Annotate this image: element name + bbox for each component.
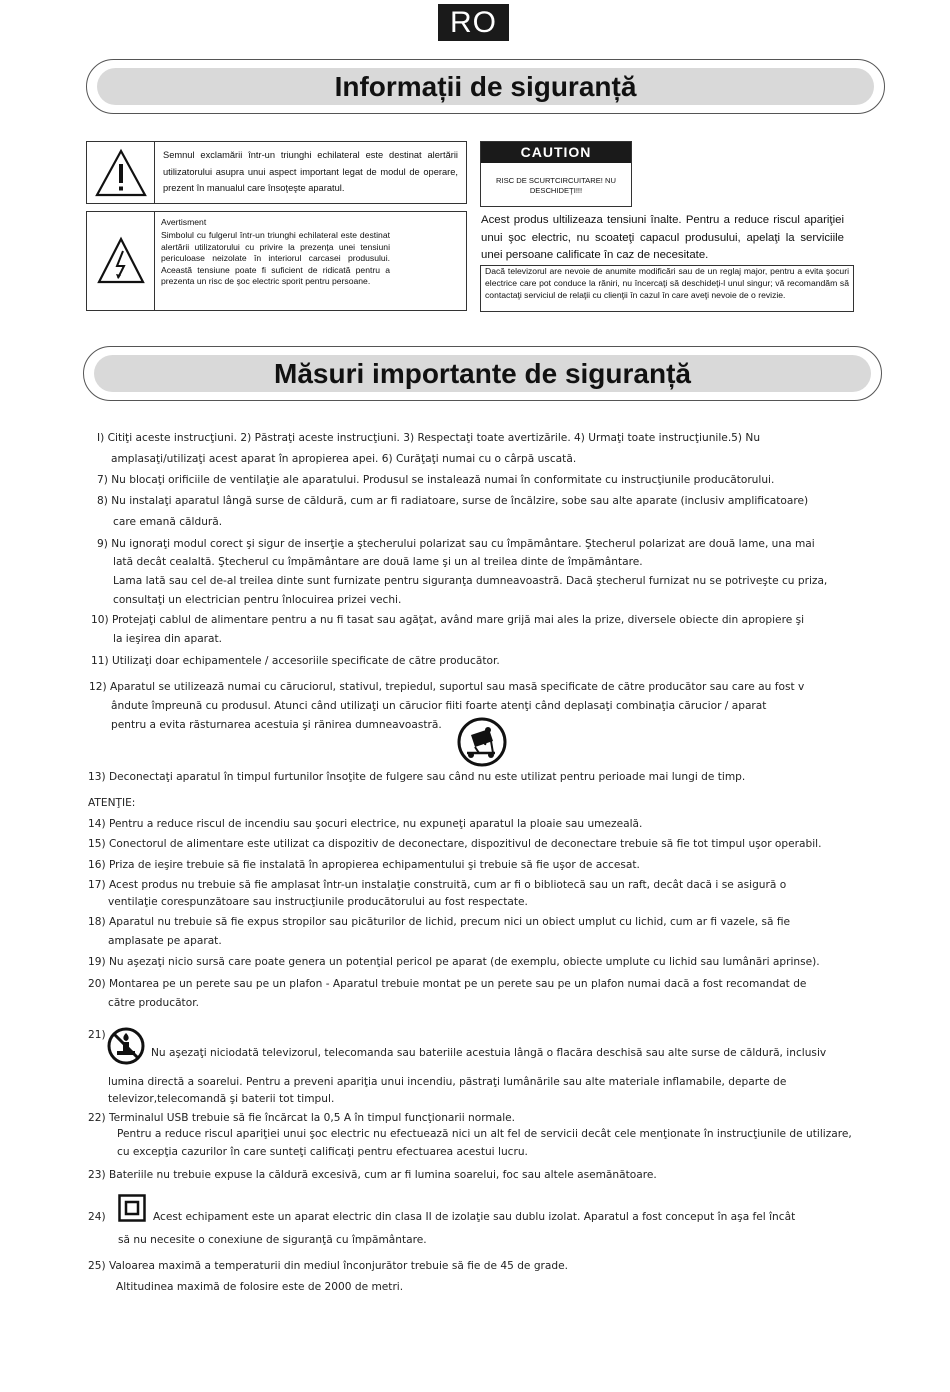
attention-heading: ATENŢIE: <box>88 797 136 809</box>
instruction-line: 22) Terminalul USB trebuie să fie încărcat la 0,5 A în timpul funcţionarii normale. <box>88 1112 516 1124</box>
cart-tip-over-icon <box>455 717 509 772</box>
instruction-number: 21) <box>88 1029 106 1041</box>
instruction-line: cu excepţia cazurilor în care sunteţi calificaţi pentru efectuarea acestui lucru. <box>117 1146 528 1158</box>
exclamation-triangle-icon <box>94 148 148 198</box>
instruction-line: lumina directă a soarelui. Pentru a preveni apariţia unui incendiu, păstraţi lumânările sau alte materiale inflamabile, departe de <box>108 1076 787 1088</box>
exclamation-description: Semnul exclamării într-un triunghi echilateral este destinat alertării utilizatorului asupra unui aspect important legat de modul de operare, prezent în manualul care însoţeşte aparatul. <box>163 150 458 193</box>
no-open-flame-icon <box>106 1027 146 1070</box>
instruction-line: 9) Nu ignoraţi modul corect şi sigur de inserţie a ştecherului polarizat sau cu împământare. Ştecherul polarizat are două lame, una mai <box>97 538 815 550</box>
instruction-line: 8) Nu instalaţi aparatul lângă surse de căldură, cum ar fi radiatoare, surse de încălzire, sobe sau alte aparate (inclusiv amplificatoare) <box>97 495 809 507</box>
high-voltage-paragraph: Acest produs ultilizeaza tensiuni înalte. Pentru a reduce riscul apariţiei unui şoc electric, nu scoateţi capacul produsului, apelaţi la serviciile unei persoane calificate în caz de necesitate. <box>481 214 844 261</box>
instruction-line: 18) Aparatul nu trebuie să fie expus stropilor sau picăturilor de lichid, precum nici un obiect umplut cu lichid, cum ar fi vazele, să fie <box>88 916 791 928</box>
instruction-line: ventilaţie corespunzătoare sau instrucţiunile producătorului au fost respectate. <box>108 896 528 908</box>
instruction-line: televizor,telecomandă şi baterii tot timpul. <box>108 1093 335 1105</box>
instruction-line: care emană căldură. <box>113 516 223 528</box>
instruction-line: 14) Pentru a reduce riscul de incendiu sau şocuri electrice, nu expuneţi aparatul la ploaie sau umezeală. <box>88 818 643 830</box>
instruction-line: Pentru a reduce riscul apariţiei unui şoc electric nu efectuează nici un alt fel de servicii decât cele menţionate în instrucţiunile de utilizare, <box>117 1128 852 1140</box>
lightning-description: Simbolul cu fulgerul într-un triunghi echilateral este destinat alertării utilizatorului cu privire la prezența unei tensiuni periculoase neizolate în interiorul carcasei produsului. Această tensiune poate fi suficient de ridicată pentru a prezenta un risc de şoc electric sporit pentru persoane. <box>161 230 390 287</box>
instruction-line: consultaţi un electrician pentru înlocuirea prizei vechi. <box>113 594 402 606</box>
instruction-line: 12) Aparatul se utilizează numai cu căruciorul, stativul, trepiedul, suportul sau masă specificate de către producător sau care au fost v <box>89 681 805 693</box>
instruction-line: amplasate pe aparat. <box>108 935 222 947</box>
instruction-line: 15) Conectorul de alimentare este utilizat ca dispozitiv de deconectare, dispozitivul de deconectare trebuie să fie tot timpul uşor operabil. <box>88 838 822 850</box>
instruction-line: Lama lată sau cel de-al treilea dinte sunt furnizate pentru siguranţa dumneavoastră. Dacă ştecherul furnizat nu se potriveşte cu priza, <box>113 575 828 587</box>
instruction-line: ândute împreună cu produsul. Atunci când utilizaţi un cărucior fiiti foarte atenţi când deplasaţi combinaţia cărucior / aparat <box>111 700 767 712</box>
exclamation-icon-cell <box>87 142 155 203</box>
instruction-line: pentru a evita răsturnarea acestuia şi rănirea dumneavoastră. <box>111 719 442 731</box>
instruction-line: Nu aşezaţi niciodată televizorul, telecomanda sau bateriile acestuia lângă o flacăra deschisă sau alte surse de căldură, inclusiv <box>151 1047 827 1059</box>
instruction-line: lată decât cealaltă. Ştecherul cu împământare are două lame şi un al treilea dinte de împământare. <box>113 556 643 568</box>
instruction-line: să nu necesite o conexiune de siguranţă cu împământare. <box>118 1234 427 1246</box>
instruction-line: I) Citiţi aceste instrucţiuni. 2) Păstraţi aceste instrucţiuni. 3) Respectaţi toate avertizările. 4) Urmaţi toate instrucţiunile.5) Nu <box>97 432 761 444</box>
lightning-icon-cell <box>87 212 155 310</box>
instruction-line: 20) Montarea pe un perete sau pe un plafon - Aparatul trebuie montat pe un perete sau pe un plafon numai dacă a fost recomandat de <box>88 978 807 990</box>
double-insulation-class-ii-icon <box>118 1194 146 1227</box>
tv-service-notice: Dacă televizorul are nevoie de anumite modificări sau de un reglaj major, pentru a evita şocuri electrice care pot conduce la răniri, nu încercaţi să deschideţi-l unul singur; vă recomandăm să contactaţi serviciul de relaţii cu clienţii în cazul în care aveţi nevoie de o revizie. <box>480 265 854 312</box>
lightning-heading: Avertisment <box>161 217 207 227</box>
safety-info-title: Informații de siguranță <box>334 70 637 102</box>
instruction-line: 10) Protejaţi cablul de alimentare pentru a nu fi tasat sau agăţat, având mare grijă mai ales la prize, diversele obiecte din apropiere şi <box>91 614 805 626</box>
caution-text: RISC DE SCURTCIRCUITARE! NU DESCHIDEŢI!!! <box>496 176 616 195</box>
exclamation-warning-box <box>86 141 467 204</box>
safety-info-banner <box>86 59 885 114</box>
instruction-line: 23) Bateriile nu trebuie expuse la căldură excesivă, cum ar fi lumina soarelui, foc sau altele asemănătoare. <box>88 1169 657 1181</box>
caution-label: CAUTION <box>481 142 631 163</box>
important-measures-title: Măsuri importante de siguranță <box>274 357 691 389</box>
instruction-line: Altitudinea maximă de folosire este de 2000 de metri. <box>116 1281 404 1293</box>
instruction-line: amplasaţi/utilizaţi acest aparat în apropierea apei. 6) Curăţaţi numai cu o cârpă uscată. <box>111 453 577 465</box>
instruction-line: 19) Nu aşezaţi nicio sursă care poate genera un potenţial pericol pe aparat (de exemplu, obiecte umplute cu lichid sau lumânări aprinse). <box>88 956 820 968</box>
important-measures-banner <box>83 346 882 401</box>
instruction-line: 17) Acest produs nu trebuie să fie amplasat într-un instalaţie construită, cum ar fi o bibliotecă sau un raft, decât dacă i se asigură o <box>88 879 787 891</box>
instruction-line: la ieşirea din aparat. <box>113 633 223 645</box>
instruction-line: către producător. <box>108 997 199 1009</box>
instruction-line: 13) Deconectaţi aparatul în timpul furtunilor însoţite de fulgere sau când nu este utilizat pentru perioade mai lungi de timp. <box>88 771 746 783</box>
caution-box <box>480 141 632 207</box>
instruction-line: 16) Priza de ieşire trebuie să fie instalată în apropierea echipamentului şi trebuie să fie uşor de accesat. <box>88 859 640 871</box>
language-badge: RO <box>438 4 509 41</box>
instruction-line: 25) Valoarea maximă a temperaturii din mediul înconjurător trebuie să fie de 45 de grade. <box>88 1260 568 1272</box>
instruction-line: 7) Nu blocaţi orificiile de ventilaţie ale aparatului. Produsul se instalează numai în conformitate cu instrucţiunile producătorului. <box>97 474 775 486</box>
instruction-number: 24) <box>88 1211 106 1223</box>
lightning-triangle-icon <box>96 236 146 286</box>
instruction-line: Acest echipament este un aparat electric din clasa II de izolaţie sau dublu izolat. Aparatul a fost conceput în aşa fel încât <box>153 1211 796 1223</box>
lightning-warning-box <box>86 211 467 311</box>
instruction-line: 11) Utilizaţi doar echipamentele / accesoriile specificate de către producător. <box>91 655 500 667</box>
